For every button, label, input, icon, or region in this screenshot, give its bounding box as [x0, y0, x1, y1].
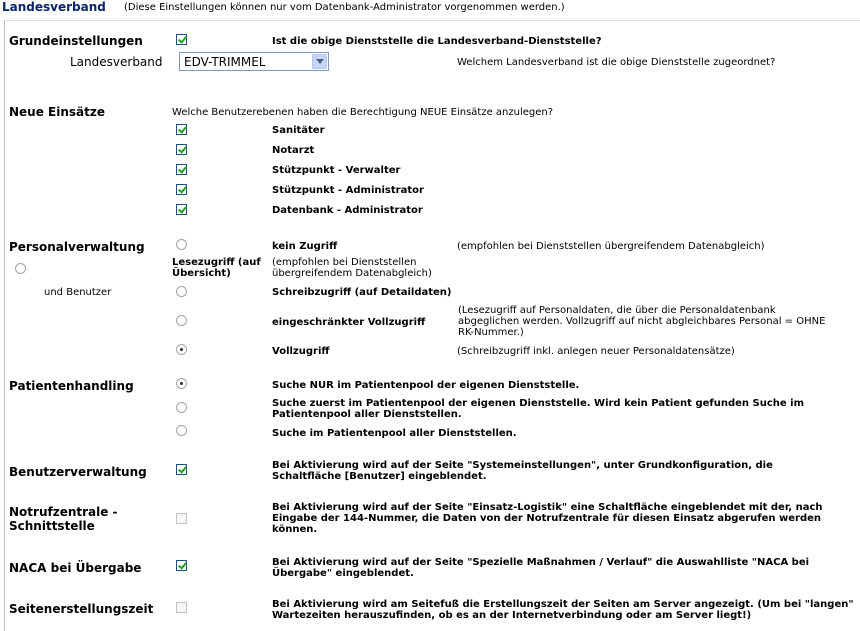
neue-einsaetze-checkbox-stuetzpunkt-verwalter[interactable]: [176, 164, 187, 175]
neue-einsaetze-checkbox-stuetzpunkt-administrator[interactable]: [176, 184, 187, 195]
landesverband-select-value: EDV-TRIMMEL: [184, 55, 266, 69]
seitenerstellungszeit-checkbox[interactable]: [176, 602, 187, 613]
neue-einsaetze-label-datenbank-administrator: Datenbank - Administrator: [272, 205, 423, 216]
personalverwaltung-sub-label: und Benutzer: [44, 287, 112, 298]
landesverband-hint: Welchem Landesverband ist die obige Dienststelle zugeordnet?: [457, 57, 776, 68]
section-personalverwaltung: Personalverwaltung: [9, 240, 145, 254]
neue-einsaetze-checkbox-datenbank-administrator[interactable]: [176, 204, 187, 215]
personal-radio-kein-zugriff[interactable]: [176, 239, 187, 250]
neue-einsaetze-checkbox-sanitaeter[interactable]: [176, 124, 187, 135]
neue-einsaetze-label-stuetzpunkt-administrator: Stützpunkt - Administrator: [272, 185, 424, 196]
landesverband-select[interactable]: [179, 52, 329, 71]
personal-desc-eingeschraenkter-vollzugriff: (Lesezugriff auf Personaldaten, die über die Personaldatenbank abgeglichen werden. Vollzugriff auf nicht abgleichbares Personal = OHNE RK-Nummer.): [458, 305, 826, 338]
patient-radio-nur-eigene[interactable]: [176, 378, 187, 389]
personal-label-eingeschraenkter-vollzugriff: eingeschränkter Vollzugriff: [272, 317, 426, 328]
neue-einsaetze-question: Welche Benutzerebenen haben die Berechtigung NEUE Einsätze anzulegen?: [172, 107, 554, 118]
notrufzentrale-checkbox[interactable]: [176, 513, 187, 524]
section-naca: NACA bei Übergabe: [9, 561, 142, 575]
personal-radio-eingeschraenkter-vollzugriff[interactable]: [176, 315, 187, 326]
personal-label-schreibzugriff: Schreibzugriff (auf Detaildaten): [272, 287, 452, 298]
benutzerverwaltung-desc: Bei Aktivierung wird auf der Seite "Systemeinstellungen", unter Grundkonfiguration, die Schaltfläche [Benutzer] eingeblendet.: [272, 460, 773, 482]
personal-desc-vollzugriff: (Schreibzugriff inkl. anlegen neuer Personaldatensätze): [457, 346, 735, 357]
section-notrufzentrale: Notrufzentrale - Schnittstelle: [9, 505, 118, 533]
landesverband-dienststelle-checkbox[interactable]: [176, 34, 187, 45]
personal-desc-kein-zugriff: (empfohlen bei Dienststellen übergreifendem Datenabgleich): [457, 241, 765, 252]
personal-radio-vollzugriff[interactable]: [176, 344, 187, 355]
naca-desc: Bei Aktivierung wird auf der Seite "Spezielle Maßnahmen / Verlauf" die Auswahlliste "NACA bei Übergabe" eingeblendet.: [272, 557, 810, 579]
personal-label-vollzugriff: Vollzugriff: [272, 346, 330, 357]
notrufzentrale-desc: Bei Aktivierung wird auf der Seite "Einsatz-Logistik" eine Schaltfläche eingeblendet mit der, nach Eingabe der 144-Nummer, die Daten von der Notrufzentrale für diesen Einsatz abgerufen werden können.: [272, 502, 823, 535]
section-benutzerverwaltung: Benutzerverwaltung: [9, 465, 147, 479]
neue-einsaetze-checkbox-notarzt[interactable]: [176, 144, 187, 155]
personal-label-lesezugriff: Lesezugriff (auf Übersicht): [172, 257, 261, 279]
chevron-down-icon[interactable]: [312, 54, 327, 69]
section-grundeinstellungen: Grundeinstellungen: [9, 34, 143, 48]
seitenerstellungszeit-desc: Bei Aktivierung wird am Seitefuß die Erstellungszeit der Seiten am Server angezeigt. (Um bei "langen" Wartezeiten herauszufinden, ob es an der Internetverbindung oder am Server liegt!): [272, 599, 854, 621]
landesverband-label: Landesverband: [70, 55, 163, 69]
neue-einsaetze-label-sanitaeter: Sanitäter: [272, 125, 325, 136]
naca-checkbox[interactable]: [176, 560, 187, 571]
section-seitenerstellungszeit: Seitenerstellungszeit: [9, 602, 154, 616]
personal-desc-lesezugriff: (empfohlen bei Dienststellen übergreifendem Datenabgleich): [272, 257, 432, 279]
section-neue-einsaetze: Neue Einsätze: [9, 105, 105, 119]
neue-einsaetze-label-stuetzpunkt-verwalter: Stützpunkt - Verwalter: [272, 165, 401, 176]
admin-note: (Diese Einstellungen können nur vom Datenbank-Administrator vorgenommen werden.): [124, 2, 565, 13]
patient-label-nur-eigene: Suche NUR im Patientenpool der eigenen Dienststelle.: [272, 380, 580, 391]
benutzerverwaltung-checkbox[interactable]: [176, 464, 187, 475]
header-bar: [0, 0, 860, 18]
patient-radio-alle[interactable]: [176, 425, 187, 436]
section-patientenhandling: Patientenhandling: [9, 379, 134, 393]
patient-radio-zuerst-eigene[interactable]: [176, 402, 187, 413]
personal-label-kein-zugriff: kein Zugriff: [272, 241, 338, 252]
personal-radio-schreibzugriff[interactable]: [176, 286, 187, 297]
neue-einsaetze-label-notarzt: Notarzt: [272, 145, 315, 156]
patient-label-zuerst-eigene: Suche zuerst im Patientenpool der eigenen Dienststelle. Wird kein Patient gefunden Suche im Patientenpool aller Dienststellen.: [272, 398, 804, 420]
page-title: Landesverband: [2, 0, 106, 14]
personal-radio-lesezugriff[interactable]: [15, 263, 26, 274]
patient-label-alle: Suche im Patientenpool aller Dienststellen.: [272, 428, 517, 439]
landesverband-question: Ist die obige Dienststelle die Landesverband-Dienststelle?: [272, 36, 602, 47]
